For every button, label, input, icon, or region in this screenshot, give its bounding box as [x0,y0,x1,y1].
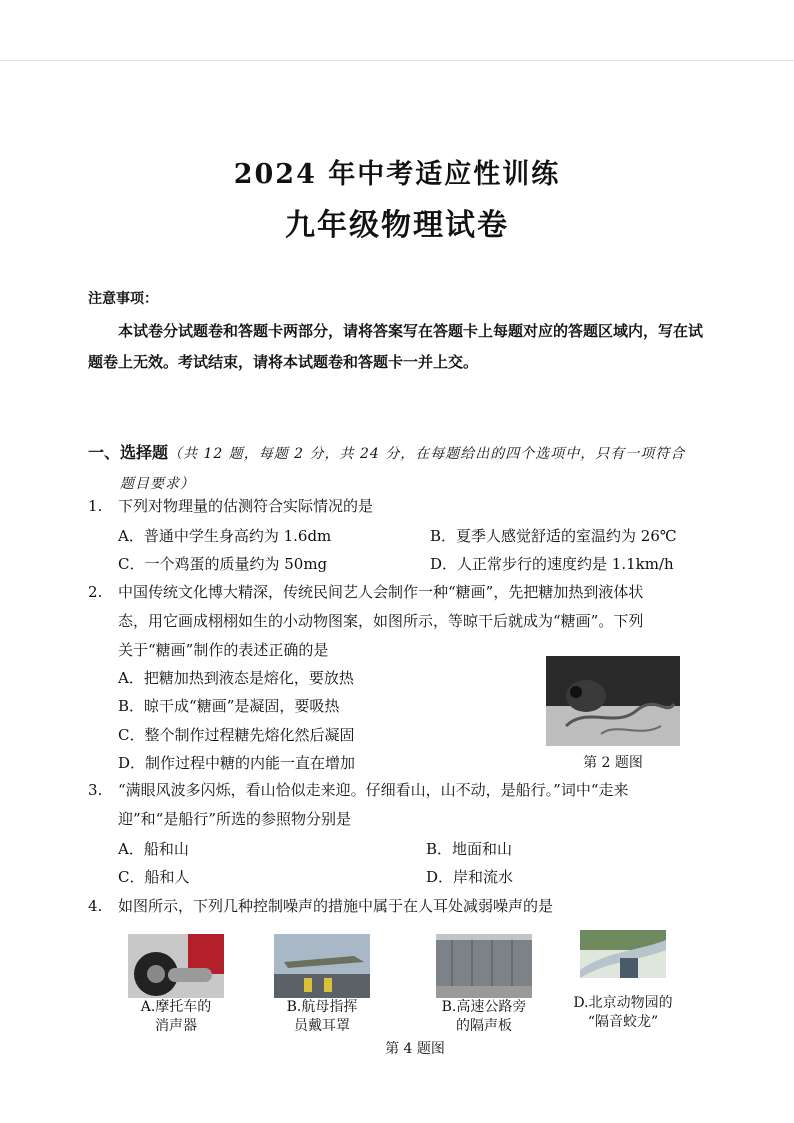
q3-option-c: C．船和人 [118,868,190,886]
question-stem-line2: 迎”和“是船行”所选的参照物分别是 [118,810,352,828]
question-stem: 下列对物理量的估测符合实际情况的是 [118,497,374,515]
q3-option-d: D．岸和流水 [426,868,514,886]
figure-4a-caption: A.摩托车的 消声器 [140,999,212,1034]
q1-option-b: B．夏季人感觉舒适的室温约为 26℃ [430,527,677,545]
question-stem-line1: 中国传统文化博大精深，传统民间艺人会制作一种“糖画”，先把糖加热到液体状 [118,583,644,601]
q3-option-a: A．船和山 [118,840,189,858]
question-2 [88,578,708,665]
q1-option-a: A．普通中学生身高约为 1.6dm [118,527,332,545]
q3-option-b: B．地面和山 [426,840,513,858]
notice-heading: 注意事项： [88,291,158,307]
zoo-sound-tunnel-photo [580,930,676,994]
question-1 [88,492,708,521]
figure-2-caption: 第 2 题图 [583,755,643,771]
page-top-rule [0,60,794,61]
section-note-line2: 题目要求） [120,476,195,492]
carrier-crew-earmuffs-photo [274,934,370,998]
figure-4c-caption: B.高速公路旁 的隔声板 [441,999,527,1034]
section-lead: 一、选择题 [88,443,169,462]
highway-sound-barrier-photo [436,934,532,998]
question-number: 1. [88,497,103,515]
figure-4b-caption: B.航母指挥 员戴耳罩 [286,999,358,1034]
question-4 [88,892,708,921]
question-stem: 如图所示，下列几种控制噪声的措施中属于在人耳处减弱噪声的是 [118,897,554,915]
q2-option-b: B．晾干成“糖画”是凝固，要吸热 [118,697,340,715]
exam-subtitle: 九年级物理试卷 [285,208,509,243]
question-number: 3. [88,781,103,799]
exam-title: 2024 年中考适应性训练 [233,159,561,190]
section-note-line1: （共 12 题，每题 2 分，共 24 分，在每题给出的四个选项中，只有一项符合 [168,446,686,462]
q2-option-a: A．把糖加热到液态是熔化，要放热 [118,669,354,687]
question-number: 4. [88,897,103,915]
motorcycle-muffler-photo [128,934,224,998]
sugar-painting-photo [546,656,680,746]
q2-option-d: D．制作过程中糖的内能一直在增加 [118,754,356,772]
figure-4d-caption: D.北京动物园的 “隔音蛟龙” [573,995,673,1030]
q1-option-d: D．人正常步行的速度约是 1.1km/h [430,555,674,573]
question-number: 2. [88,583,103,601]
q2-option-c: C．整个制作过程糖先熔化然后凝固 [118,726,355,744]
question-stem-line3: 关于“糖画”制作的表述正确的是 [118,641,329,659]
figure-4-caption: 第 4 题图 [385,1041,445,1057]
notice-body: 本试卷分试题卷和答题卡两部分，请将答案写在答题卡上每题对应的答题区域内，写在试题卷上无效。考试结束，请将本试题卷和答题卡一并上交。 [88,322,704,371]
question-stem-line2: 态，用它画成栩栩如生的小动物图案，如图所示，等晾干后就成为“糖画”。下列 [118,612,644,630]
q1-option-c: C．一个鸡蛋的质量约为 50mg [118,555,328,573]
section-heading [88,438,708,499]
question-3 [88,776,708,834]
question-stem-line1: “满眼风波多闪烁，看山恰似走来迎。仔细看山，山不动，是船行。”词中“走来 [118,781,629,799]
